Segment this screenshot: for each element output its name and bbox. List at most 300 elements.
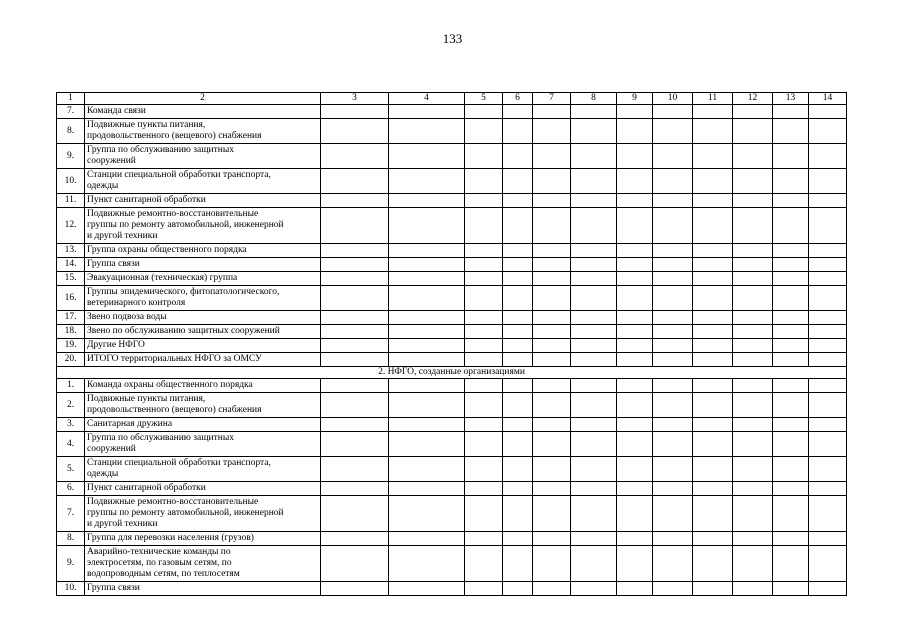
empty-cell — [773, 532, 809, 546]
row-name-line: Другие НФГО — [87, 340, 145, 350]
row-name-line: одежды — [87, 181, 119, 191]
empty-cell — [571, 339, 617, 353]
row-name-line: ИТОГО территориальных НФГО за ОМСУ — [87, 354, 262, 364]
empty-cell — [653, 393, 693, 418]
empty-cell — [773, 208, 809, 244]
empty-cell — [617, 144, 653, 169]
section-row — [57, 367, 847, 379]
empty-cell — [733, 258, 773, 272]
empty-cell — [773, 418, 809, 432]
empty-cell — [533, 105, 571, 119]
row-number: 8. — [57, 119, 85, 144]
empty-cell — [733, 119, 773, 144]
empty-cell — [809, 353, 847, 367]
empty-cell — [617, 169, 653, 194]
empty-cell — [653, 286, 693, 311]
row-number: 13. — [57, 244, 85, 258]
empty-cell — [321, 144, 389, 169]
row-name-line: Подвижные ремонтно-восстановительные — [87, 497, 259, 507]
empty-cell — [773, 496, 809, 532]
empty-cell — [733, 325, 773, 339]
empty-cell — [389, 339, 465, 353]
row-name — [85, 496, 321, 532]
row-name — [85, 144, 321, 169]
empty-cell — [809, 393, 847, 418]
table-row — [57, 582, 847, 596]
empty-cell — [773, 272, 809, 286]
table-row — [57, 432, 847, 457]
section-title: 2. НФГО, созданные организациями — [57, 367, 847, 379]
empty-cell — [533, 208, 571, 244]
table-row — [57, 353, 847, 367]
empty-cell — [503, 379, 533, 393]
empty-cell — [533, 311, 571, 325]
row-number: 12. — [57, 208, 85, 244]
row-name-line: одежды — [87, 469, 119, 479]
row-name-line: сооружений — [87, 156, 136, 166]
empty-cell — [389, 244, 465, 258]
empty-cell — [809, 496, 847, 532]
empty-cell — [389, 432, 465, 457]
empty-cell — [321, 353, 389, 367]
empty-cell — [733, 496, 773, 532]
row-number: 17. — [57, 311, 85, 325]
empty-cell — [321, 482, 389, 496]
empty-cell — [389, 379, 465, 393]
empty-cell — [809, 457, 847, 482]
empty-cell — [617, 258, 653, 272]
table-row — [57, 418, 847, 432]
empty-cell — [653, 144, 693, 169]
empty-cell — [321, 418, 389, 432]
row-name — [85, 418, 321, 432]
empty-cell — [389, 532, 465, 546]
empty-cell — [321, 339, 389, 353]
empty-cell — [617, 208, 653, 244]
empty-cell — [733, 311, 773, 325]
empty-cell — [617, 286, 653, 311]
empty-cell — [733, 339, 773, 353]
row-name — [85, 325, 321, 339]
empty-cell — [773, 244, 809, 258]
empty-cell — [571, 418, 617, 432]
row-name-line: Звено по обслуживанию защитных сооружений — [87, 326, 280, 336]
table-row — [57, 119, 847, 144]
empty-cell — [571, 325, 617, 339]
empty-cell — [503, 258, 533, 272]
table-row — [57, 169, 847, 194]
empty-cell — [617, 353, 653, 367]
empty-cell — [533, 353, 571, 367]
table-row — [57, 258, 847, 272]
empty-cell — [733, 532, 773, 546]
empty-cell — [653, 496, 693, 532]
row-name — [85, 119, 321, 144]
row-name-line: Группа связи — [87, 259, 140, 269]
empty-cell — [503, 418, 533, 432]
empty-cell — [533, 339, 571, 353]
empty-cell — [533, 546, 571, 582]
empty-cell — [533, 418, 571, 432]
header-cell: 4 — [389, 93, 465, 105]
empty-cell — [773, 311, 809, 325]
row-name-line: Группа охраны общественного порядка — [87, 245, 247, 255]
empty-cell — [809, 208, 847, 244]
empty-cell — [653, 457, 693, 482]
row-name-line: Станции специальной обработки транспорта, — [87, 458, 271, 468]
empty-cell — [571, 119, 617, 144]
row-number: 1. — [57, 379, 85, 393]
empty-cell — [653, 379, 693, 393]
empty-cell — [773, 393, 809, 418]
row-name — [85, 393, 321, 418]
empty-cell — [503, 194, 533, 208]
row-name — [85, 244, 321, 258]
empty-cell — [389, 119, 465, 144]
table-row — [57, 194, 847, 208]
empty-cell — [653, 311, 693, 325]
empty-cell — [503, 432, 533, 457]
empty-cell — [617, 582, 653, 596]
empty-cell — [653, 105, 693, 119]
empty-cell — [693, 496, 733, 532]
empty-cell — [321, 546, 389, 582]
empty-cell — [389, 393, 465, 418]
empty-cell — [773, 194, 809, 208]
row-name-line: Группа для перевозки населения (грузов) — [87, 533, 254, 543]
header-row — [57, 93, 847, 105]
empty-cell — [653, 194, 693, 208]
empty-cell — [321, 169, 389, 194]
empty-cell — [653, 339, 693, 353]
empty-cell — [617, 496, 653, 532]
empty-cell — [321, 393, 389, 418]
empty-cell — [321, 286, 389, 311]
empty-cell — [693, 432, 733, 457]
empty-cell — [321, 582, 389, 596]
empty-cell — [571, 432, 617, 457]
row-number: 9. — [57, 144, 85, 169]
empty-cell — [809, 546, 847, 582]
empty-cell — [693, 532, 733, 546]
empty-cell — [389, 258, 465, 272]
empty-cell — [503, 582, 533, 596]
row-name-line: Эвакуационная (техническая) группа — [87, 273, 238, 283]
empty-cell — [809, 532, 847, 546]
row-name — [85, 432, 321, 457]
empty-cell — [617, 244, 653, 258]
row-name-line: водопроводным сетям, по теплосетям — [87, 569, 240, 579]
empty-cell — [733, 144, 773, 169]
empty-cell — [389, 418, 465, 432]
empty-cell — [571, 532, 617, 546]
empty-cell — [571, 272, 617, 286]
empty-cell — [617, 325, 653, 339]
empty-cell — [617, 194, 653, 208]
row-name — [85, 532, 321, 546]
row-name-line: Группа связи — [87, 583, 140, 593]
empty-cell — [773, 119, 809, 144]
empty-cell — [617, 339, 653, 353]
empty-cell — [465, 144, 503, 169]
empty-cell — [389, 286, 465, 311]
empty-cell — [809, 418, 847, 432]
empty-cell — [809, 432, 847, 457]
empty-cell — [773, 144, 809, 169]
empty-cell — [733, 169, 773, 194]
empty-cell — [465, 286, 503, 311]
row-name-line: Звено подвоза воды — [87, 312, 167, 322]
empty-cell — [693, 353, 733, 367]
row-number: 20. — [57, 353, 85, 367]
empty-cell — [533, 244, 571, 258]
empty-cell — [693, 258, 733, 272]
empty-cell — [809, 258, 847, 272]
empty-cell — [693, 119, 733, 144]
empty-cell — [321, 194, 389, 208]
empty-cell — [533, 457, 571, 482]
empty-cell — [733, 272, 773, 286]
table-row — [57, 482, 847, 496]
empty-cell — [617, 457, 653, 482]
empty-cell — [653, 272, 693, 286]
row-number: 7. — [57, 496, 85, 532]
empty-cell — [809, 244, 847, 258]
empty-cell — [617, 272, 653, 286]
empty-cell — [693, 418, 733, 432]
report-table — [56, 92, 847, 596]
empty-cell — [733, 244, 773, 258]
row-name-line: продовольственного (вещевого) снабжения — [87, 405, 262, 415]
empty-cell — [653, 546, 693, 582]
empty-cell — [693, 393, 733, 418]
empty-cell — [773, 457, 809, 482]
row-number: 3. — [57, 418, 85, 432]
empty-cell — [389, 457, 465, 482]
row-name — [85, 194, 321, 208]
row-number: 8. — [57, 532, 85, 546]
empty-cell — [617, 482, 653, 496]
empty-cell — [617, 311, 653, 325]
empty-cell — [571, 244, 617, 258]
empty-cell — [571, 457, 617, 482]
empty-cell — [389, 325, 465, 339]
empty-cell — [533, 432, 571, 457]
empty-cell — [465, 194, 503, 208]
empty-cell — [773, 482, 809, 496]
header-cell: 9 — [617, 93, 653, 105]
empty-cell — [773, 353, 809, 367]
empty-cell — [773, 169, 809, 194]
row-number: 11. — [57, 194, 85, 208]
empty-cell — [533, 272, 571, 286]
empty-cell — [653, 582, 693, 596]
empty-cell — [533, 393, 571, 418]
empty-cell — [465, 339, 503, 353]
empty-cell — [571, 482, 617, 496]
empty-cell — [465, 532, 503, 546]
empty-cell — [809, 105, 847, 119]
empty-cell — [465, 169, 503, 194]
header-cell: 13 — [773, 93, 809, 105]
empty-cell — [533, 496, 571, 532]
header-cell: 6 — [503, 93, 533, 105]
row-name-line: Подвижные ремонтно-восстановительные — [87, 209, 259, 219]
empty-cell — [773, 325, 809, 339]
empty-cell — [571, 546, 617, 582]
row-name-line: Пункт санитарной обработки — [87, 195, 206, 205]
row-number: 7. — [57, 105, 85, 119]
empty-cell — [653, 432, 693, 457]
empty-cell — [693, 105, 733, 119]
empty-cell — [465, 272, 503, 286]
empty-cell — [389, 546, 465, 582]
empty-cell — [503, 532, 533, 546]
row-name-line: группы по ремонту автомобильной, инженерной — [87, 508, 284, 518]
row-name-line: и другой техники — [87, 519, 158, 529]
page-number: 133 — [442, 31, 463, 46]
row-name-line: и другой техники — [87, 231, 158, 241]
table-row — [57, 208, 847, 244]
empty-cell — [809, 194, 847, 208]
empty-cell — [653, 353, 693, 367]
row-name — [85, 353, 321, 367]
report-table-body — [57, 93, 847, 596]
empty-cell — [571, 286, 617, 311]
empty-cell — [321, 244, 389, 258]
empty-cell — [809, 311, 847, 325]
row-name-line: Команда охраны общественного порядка — [87, 380, 253, 390]
empty-cell — [653, 169, 693, 194]
row-name-line: Аварийно-технические команды по — [87, 547, 231, 557]
empty-cell — [533, 119, 571, 144]
empty-cell — [571, 393, 617, 418]
empty-cell — [465, 105, 503, 119]
empty-cell — [465, 353, 503, 367]
empty-cell — [693, 286, 733, 311]
empty-cell — [533, 144, 571, 169]
row-name-line: Команда связи — [87, 106, 146, 116]
table-row — [57, 105, 847, 119]
empty-cell — [503, 244, 533, 258]
row-name — [85, 482, 321, 496]
table-row — [57, 379, 847, 393]
row-name — [85, 208, 321, 244]
empty-cell — [465, 379, 503, 393]
empty-cell — [465, 418, 503, 432]
empty-cell — [653, 119, 693, 144]
empty-cell — [571, 353, 617, 367]
row-name — [85, 546, 321, 582]
empty-cell — [773, 379, 809, 393]
empty-cell — [617, 393, 653, 418]
empty-cell — [693, 339, 733, 353]
empty-cell — [503, 144, 533, 169]
header-cell: 12 — [733, 93, 773, 105]
empty-cell — [321, 325, 389, 339]
empty-cell — [733, 105, 773, 119]
header-cell: 2 — [85, 93, 321, 105]
empty-cell — [733, 418, 773, 432]
row-name — [85, 339, 321, 353]
row-name — [85, 379, 321, 393]
empty-cell — [321, 105, 389, 119]
empty-cell — [693, 546, 733, 582]
header-cell: 10 — [653, 93, 693, 105]
empty-cell — [693, 244, 733, 258]
row-name — [85, 457, 321, 482]
empty-cell — [733, 546, 773, 582]
empty-cell — [617, 546, 653, 582]
table-row — [57, 325, 847, 339]
empty-cell — [809, 379, 847, 393]
empty-cell — [653, 418, 693, 432]
empty-cell — [571, 582, 617, 596]
empty-cell — [809, 272, 847, 286]
empty-cell — [389, 208, 465, 244]
empty-cell — [733, 393, 773, 418]
empty-cell — [809, 144, 847, 169]
table-row — [57, 457, 847, 482]
empty-cell — [653, 482, 693, 496]
empty-cell — [389, 496, 465, 532]
empty-cell — [465, 546, 503, 582]
empty-cell — [653, 258, 693, 272]
empty-cell — [321, 272, 389, 286]
empty-cell — [809, 482, 847, 496]
row-name — [85, 582, 321, 596]
empty-cell — [773, 582, 809, 596]
row-name-line: группы по ремонту автомобильной, инженерной — [87, 220, 284, 230]
empty-cell — [321, 532, 389, 546]
row-name-line: электросетям, по газовым сетям, по — [87, 558, 232, 568]
empty-cell — [733, 432, 773, 457]
empty-cell — [465, 432, 503, 457]
row-name-line: Подвижные пункты питания, — [87, 120, 206, 130]
empty-cell — [503, 457, 533, 482]
empty-cell — [693, 272, 733, 286]
row-name — [85, 258, 321, 272]
row-name — [85, 286, 321, 311]
empty-cell — [321, 432, 389, 457]
empty-cell — [465, 393, 503, 418]
header-cell: 5 — [465, 93, 503, 105]
row-number: 18. — [57, 325, 85, 339]
empty-cell — [617, 105, 653, 119]
empty-cell — [693, 144, 733, 169]
empty-cell — [389, 194, 465, 208]
empty-cell — [465, 119, 503, 144]
empty-cell — [503, 546, 533, 582]
empty-cell — [653, 532, 693, 546]
row-number: 6. — [57, 482, 85, 496]
empty-cell — [321, 457, 389, 482]
empty-cell — [809, 119, 847, 144]
empty-cell — [733, 286, 773, 311]
empty-cell — [653, 208, 693, 244]
empty-cell — [389, 353, 465, 367]
row-number: 10. — [57, 582, 85, 596]
row-name-line: продовольственного (вещевого) снабжения — [87, 131, 262, 141]
empty-cell — [617, 418, 653, 432]
row-number: 4. — [57, 432, 85, 457]
empty-cell — [503, 105, 533, 119]
empty-cell — [533, 325, 571, 339]
row-name-line: сооружений — [87, 444, 136, 454]
empty-cell — [465, 258, 503, 272]
empty-cell — [533, 194, 571, 208]
empty-cell — [773, 286, 809, 311]
